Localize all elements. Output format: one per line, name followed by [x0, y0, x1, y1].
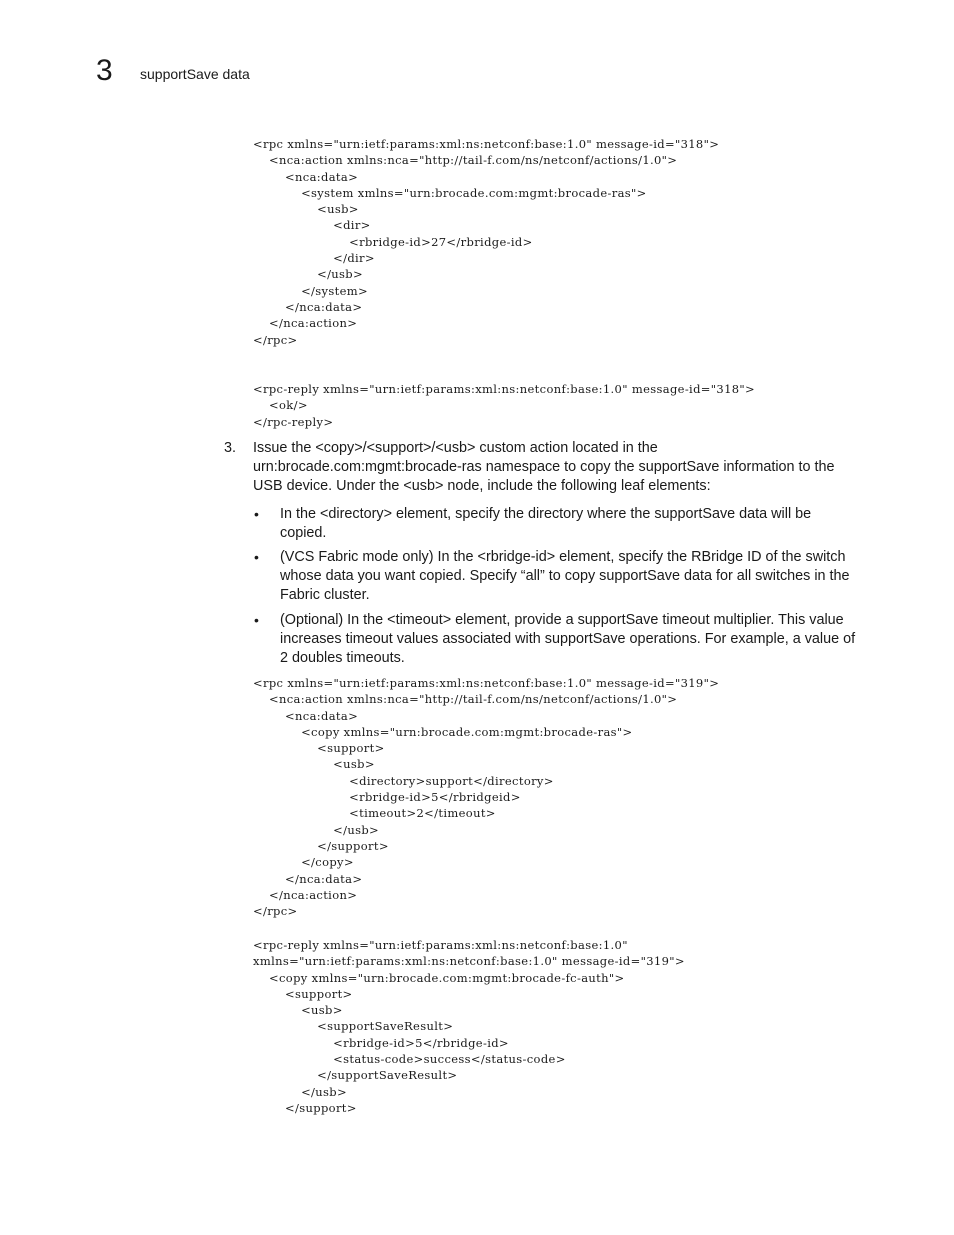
bullet-icon: •	[254, 612, 259, 628]
list-item-line: 2 doubles timeouts.	[280, 650, 405, 666]
code-block-rpc-318: <rpc xmlns="urn:ietf:params:xml:ns:netconf:base:1.0" message-id="318"> <nca:action xmlns:nca="http://tail-f.com/ns/netconf/actions/1.0"> <nca:data> <system xmlns="urn:brocade.com:mgmt:brocade-ras"> <usb> <dir> <rbridge-id>27</rbridge-id> </dir> </usb> </system> </nca:data> </nca:action> </rpc>	[253, 137, 720, 347]
step-number: 3.	[224, 440, 237, 456]
list-item-text	[280, 548, 870, 605]
list-item-line: (Optional) In the <timeout> element, provide a supportSave timeout multiplier. This value	[280, 612, 844, 628]
list-item-text	[280, 505, 870, 543]
chapter-title: supportSave data	[140, 66, 250, 82]
step-text-line: Issue the <copy>/<support>/<usb> custom action located in the	[253, 440, 658, 456]
bullet-icon: •	[254, 506, 259, 522]
list-item-line: increases timeout values associated with supportSave operations. For example, a value of	[280, 631, 856, 647]
code-block-rpc-319: <rpc xmlns="urn:ietf:params:xml:ns:netconf:base:1.0" message-id="319"> <nca:action xmlns:nca="http://tail-f.com/ns/netconf/actions/1.0"> <nca:data> <copy xmlns="urn:brocade.com:mgmt:brocade-ras"> <support> <usb> <directory>support</directory> <rbridge-id>5</rbridgeid> <timeout>2</timeout> </usb> </support> </copy> </nca:data> </nca:action> </rpc>	[253, 676, 720, 919]
list-item-text	[280, 611, 870, 668]
code-block-reply-319: <rpc-reply xmlns="urn:ietf:params:xml:ns:netconf:base:1.0" xmlns="urn:ietf:params:xml:ns:netconf:base:1.0" message-id="319"> <copy xmlns="urn:brocade.com:mgmt:brocade-fc-auth"> <support> <usb> <supportSaveResult> <rbridge-id>5</rbridge-id> <status-code>success</status-code> </supportSaveResult> </usb> </support>	[253, 938, 685, 1115]
list-item-line: whose data you want copied. Specify “all” to copy supportSave data for all switches in the	[280, 568, 850, 584]
step-text-line: USB device. Under the <usb> node, include the following leaf elements:	[253, 478, 711, 494]
list-item-line: Fabric cluster.	[280, 587, 370, 603]
list-item-line: In the <directory> element, specify the directory where the supportSave data will be	[280, 506, 812, 522]
step-text	[253, 439, 863, 496]
step-text-line: urn:brocade.com:mgmt:brocade-ras namespace to copy the supportSave information to the	[253, 459, 835, 475]
list-item-line: (VCS Fabric mode only) In the <rbridge-id> element, specify the RBridge ID of the switch	[280, 549, 846, 565]
bullet-icon: •	[254, 549, 259, 565]
chapter-number: 3	[96, 54, 113, 87]
code-block-reply-318: <rpc-reply xmlns="urn:ietf:params:xml:ns:netconf:base:1.0" message-id="318"> <ok/> </rpc-reply>	[253, 382, 756, 429]
list-item-line: copied.	[280, 525, 327, 541]
